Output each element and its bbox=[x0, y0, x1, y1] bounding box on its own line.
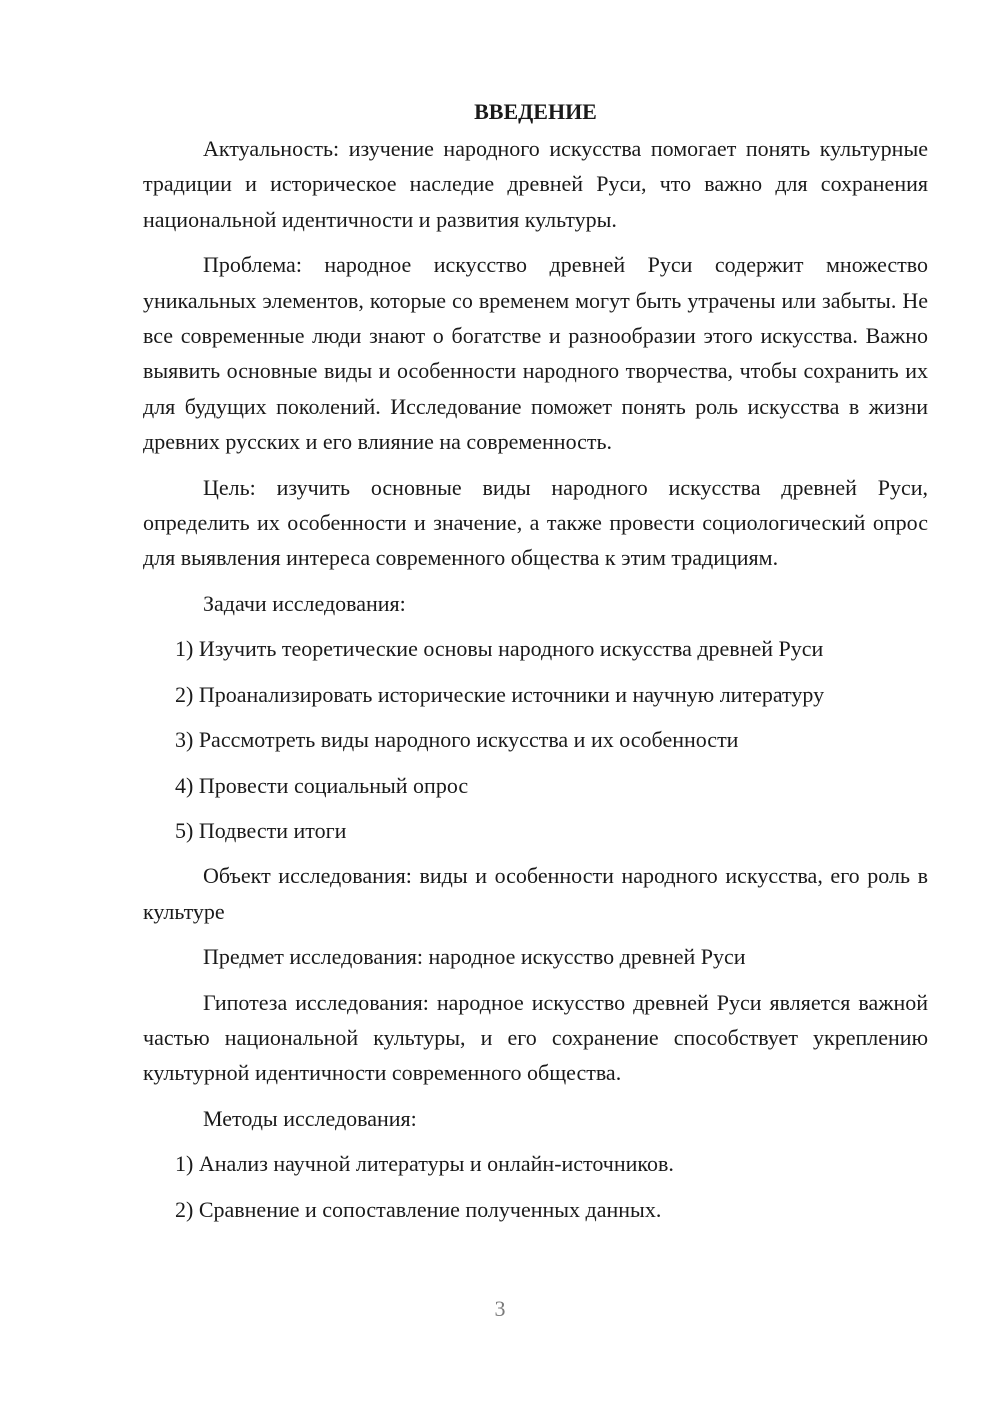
problem-paragraph: Проблема: народное искусство древней Руси содержит множество уникальных элементов, которые со временем могут быть утрачены или забыты. Не все современные люди знают о богатстве и разнообразии этого искусства. Важно выявить основные виды и особенности народного творчества, чтобы сохранить их для будущих поколений. Исследование поможет понять роль искусства в жизни древних русских и его влияние на современность. bbox=[143, 252, 928, 455]
tasks-list bbox=[143, 631, 928, 848]
methods-heading: Методы исследования: bbox=[203, 1105, 417, 1131]
list-item: 1) Изучить теоретические основы народного искусства древней Руси bbox=[175, 636, 824, 662]
list-item: 1) Анализ научной литературы и онлайн-источников. bbox=[175, 1151, 674, 1177]
page-number: 3 bbox=[494, 1296, 506, 1321]
methods-list bbox=[143, 1146, 928, 1227]
page-title: ВВЕДЕНИЕ bbox=[474, 99, 597, 124]
tasks-heading: Задачи исследования: bbox=[203, 590, 406, 616]
subject-paragraph: Предмет исследования: народное искусство древней Руси bbox=[203, 944, 746, 970]
list-item: 2) Проанализировать исторические источники и научную литературу bbox=[175, 681, 825, 707]
list-item: 4) Провести социальный опрос bbox=[175, 772, 469, 798]
goal-paragraph: Цель: изучить основные виды народного искусства древней Руси, определить их особенности и значение, а также провести социологический опрос для выявления интереса современного общества к этим традициям. bbox=[143, 474, 928, 571]
hypothesis-paragraph: Гипотеза исследования: народное искусство древней Руси является важной частью национальной культуры, и его сохранение способствует укреплению культурной идентичности современного общества. bbox=[143, 989, 928, 1086]
list-item: 2) Сравнение и сопоставление полученных данных. bbox=[175, 1196, 662, 1222]
list-item: 5) Подвести итоги bbox=[175, 817, 347, 843]
list-item: 3) Рассмотреть виды народного искусства и их особенности bbox=[175, 727, 739, 753]
object-paragraph: Объект исследования: виды и особенности народного искусства, его роль в культуре bbox=[143, 863, 928, 924]
relevance-paragraph: Актуальность: изучение народного искусства помогает понять культурные традиции и историческое наследие древней Руси, что важно для сохранения национальной идентичности и развития культуры. bbox=[143, 136, 928, 232]
document-page bbox=[143, 94, 928, 1237]
